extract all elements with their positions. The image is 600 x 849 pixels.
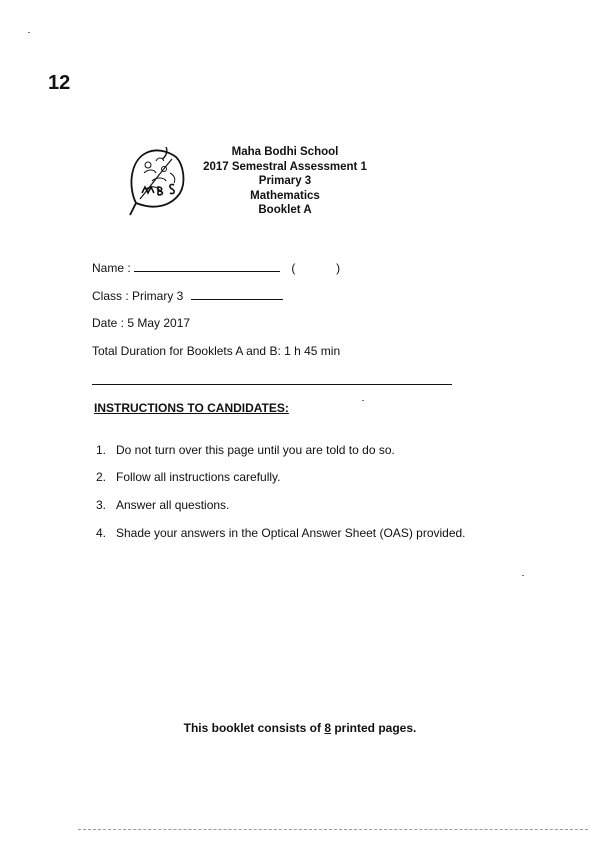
class-field [92,288,283,303]
booklet-page-count [0,721,600,735]
page-number: 12 [48,72,71,94]
footer-text-after: printed pages. [331,721,417,735]
instruction-number: 4. [96,526,107,540]
instructions-title: INSTRUCTIONS TO CANDIDATES: [94,401,289,415]
scan-speck [522,575,524,576]
instruction-item [96,498,229,512]
divider-line [92,384,452,385]
instruction-item [96,443,395,457]
register-paren-open: ( [291,261,296,275]
school-name: Maha Bodhi School [231,146,339,158]
duration-text: Total Duration for Booklets A and B: 1 h 45 min [92,344,341,358]
scan-speck [28,32,30,33]
class-blank[interactable] [191,288,283,300]
footer-text-before: This booklet consists of [183,721,325,735]
booklet: Booklet A [258,204,312,216]
instruction-text: Shade your answers in the Optical Answer Sheet (OAS) provided. [116,526,466,540]
footer-page-count: 8 [324,721,331,735]
instruction-item [96,470,281,484]
instruction-text: Follow all instructions carefully. [116,470,281,484]
name-field [92,260,340,275]
level: Primary 3 [258,175,312,187]
class-label: Class : Primary 3 [92,289,184,303]
instruction-number: 1. [96,443,107,457]
date-text: Date : 5 May 2017 [92,316,191,330]
register-paren-close: ) [336,261,341,275]
instruction-text: Answer all questions. [116,498,230,512]
exam-header [175,145,395,218]
subject: Mathematics [250,189,320,202]
name-blank[interactable] [134,260,280,272]
name-label: Name : [92,261,131,275]
instruction-item [96,526,466,540]
scan-edge-line [78,829,588,830]
instruction-text: Do not turn over this page until you are told to do so. [116,443,395,457]
instruction-number: 2. [96,470,107,484]
instruction-number: 3. [96,498,107,512]
scan-speck [362,400,364,401]
assessment-title: 2017 Semestral Assessment 1 [203,160,367,173]
